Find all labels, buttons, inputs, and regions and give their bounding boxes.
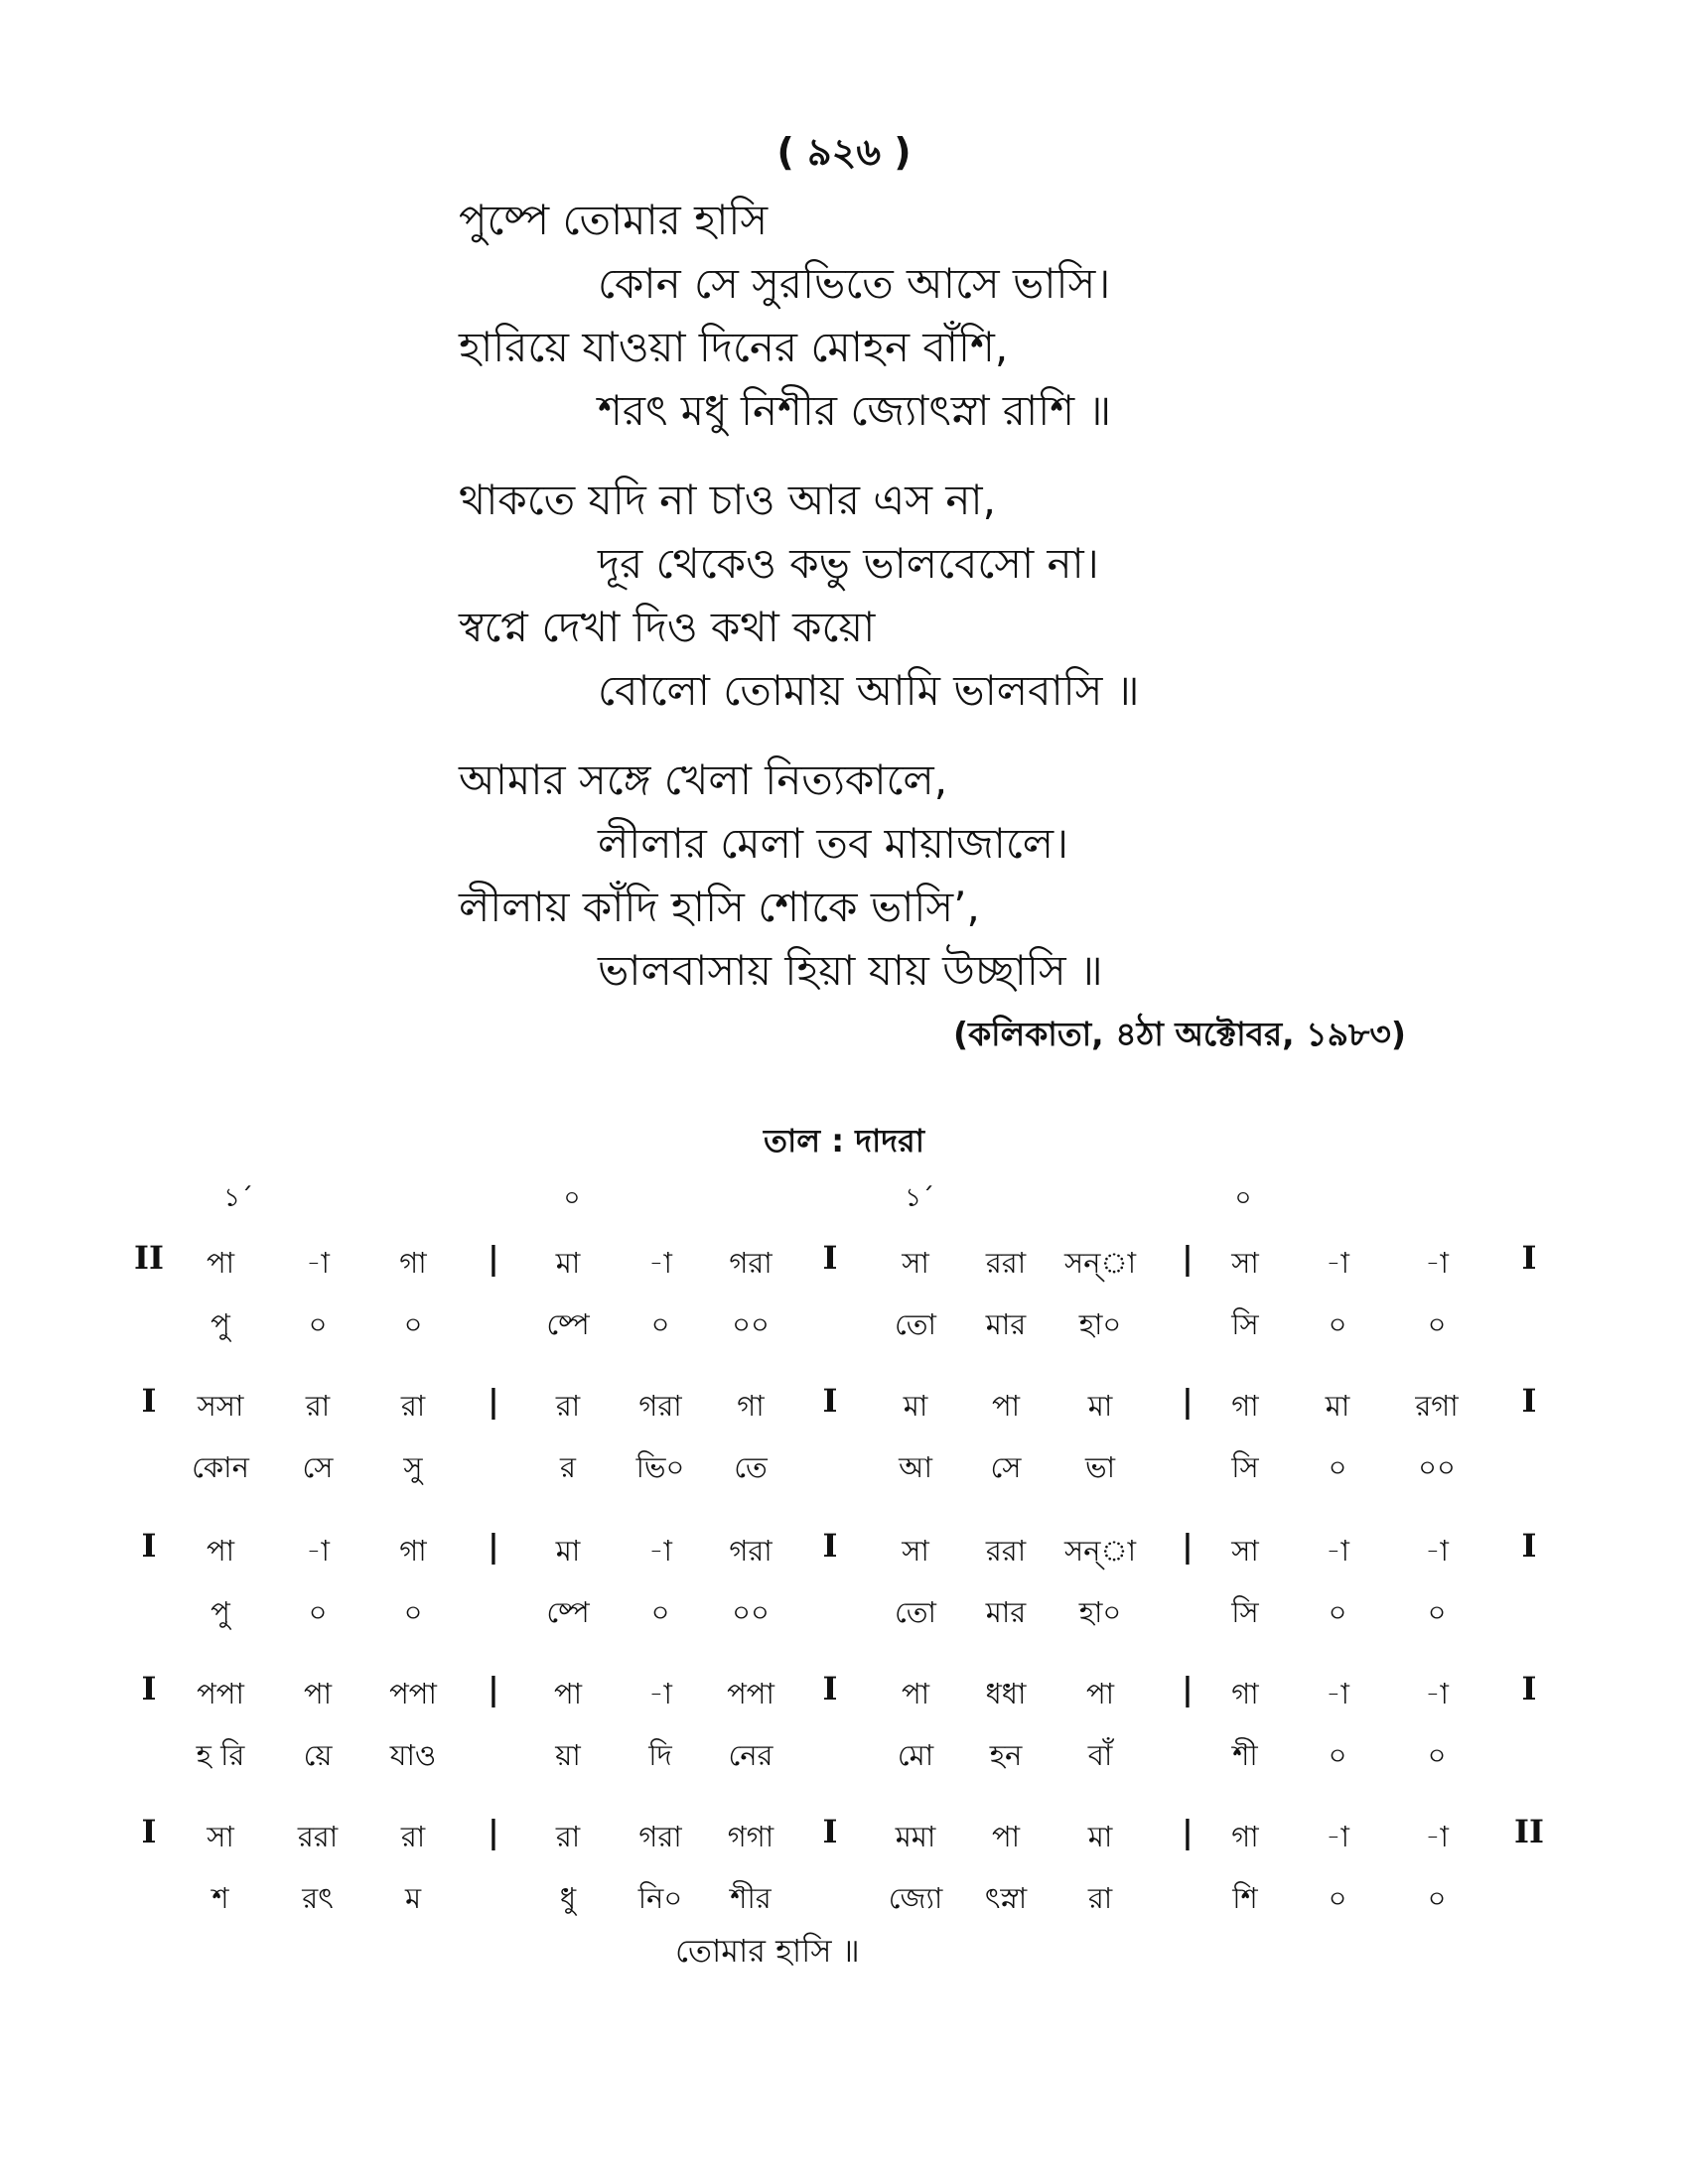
bar-line: I xyxy=(141,1382,157,1420)
bar-line: I xyxy=(141,1527,157,1565)
swara-note: গরা xyxy=(729,1246,773,1280)
lyric-syllable: ০ xyxy=(1427,1307,1447,1341)
lyric-syllable: ০০ xyxy=(732,1595,770,1629)
refrain-footer: তোমার হাসি ॥ xyxy=(675,1932,860,1970)
swara-note: রা xyxy=(400,1820,426,1853)
swara-note: রা xyxy=(305,1389,331,1423)
taal-heading: তাল : দাদরা xyxy=(764,1122,924,1160)
swara-note: -া xyxy=(1425,1820,1449,1853)
beat-mark: ১´ xyxy=(223,1183,253,1213)
swara-note: -া xyxy=(1326,1534,1349,1568)
poem-line: লীলার মেলা তব মায়াজালে। xyxy=(598,819,1069,868)
lyric-syllable: দি xyxy=(648,1738,672,1772)
bar-line: II xyxy=(1514,1813,1544,1850)
swara-note: গরা xyxy=(729,1534,773,1568)
poem-line: থাকতে যদি না চাও আর এস না, xyxy=(459,476,996,524)
swara-note: গগা xyxy=(727,1820,774,1853)
bar-line: | xyxy=(488,1239,499,1277)
poem-line: কোন সে সুরভিতে আসে ভাসি। xyxy=(598,259,1111,308)
swara-note: সা xyxy=(902,1534,929,1568)
swara-note: মমা xyxy=(895,1820,936,1853)
poem-line: হারিয়ে যাওয়া দিনের মোহন বাঁশি, xyxy=(459,323,1009,371)
lyric-syllable: শী xyxy=(1232,1738,1258,1772)
swara-note: -া xyxy=(1326,1246,1349,1280)
bar-line: I xyxy=(141,1670,157,1707)
lyric-syllable: ০ xyxy=(1427,1738,1447,1772)
bar-line: | xyxy=(488,1382,499,1420)
swara-note: গা xyxy=(1231,1820,1259,1853)
lyric-syllable: ষ্পে xyxy=(546,1307,590,1341)
stanza xyxy=(459,749,1551,1003)
swara-note: গরা xyxy=(638,1820,682,1853)
swara-note: -া xyxy=(1425,1677,1449,1710)
lyric-syllable: ০ xyxy=(1328,1450,1347,1484)
swara-note: গা xyxy=(1231,1677,1259,1710)
lyric-syllable: সে xyxy=(990,1450,1022,1484)
swara-note: পা xyxy=(553,1677,583,1710)
swara-note: সসা xyxy=(197,1389,244,1423)
lyric-syllable: ০০ xyxy=(732,1307,770,1341)
lyric-syllable: ০ xyxy=(403,1595,423,1629)
lyric-syllable: জ্যো xyxy=(888,1881,943,1915)
swara-note: রা xyxy=(400,1389,426,1423)
poem-line: শরৎ মধু নিশীর জ্যোৎস্না রাশি ॥ xyxy=(598,386,1112,435)
swara-note: -া xyxy=(1326,1677,1349,1710)
poem-line: আমার সঙ্গে খেলা নিত্যকালে, xyxy=(459,755,948,804)
dateline: (কলিকাতা, ৪ঠা অক্টোবর, ১৯৮৩) xyxy=(953,1015,1406,1053)
lyric-syllable: নি০ xyxy=(637,1881,683,1915)
swara-note: পা xyxy=(991,1820,1021,1853)
poem-line: বোলো তোমায় আমি ভালবাসি ॥ xyxy=(598,666,1140,715)
swara-note: রগা xyxy=(1415,1389,1459,1423)
poem-line: দূর থেকেও কভু ভালবেসো না। xyxy=(598,539,1099,588)
swara-note: রা xyxy=(555,1820,581,1853)
swara-note: ররা xyxy=(985,1534,1027,1568)
bar-line: I xyxy=(1521,1527,1537,1565)
lyric-syllable: সু xyxy=(403,1450,423,1484)
swara-note: সা xyxy=(1231,1246,1259,1280)
bar-line: I xyxy=(822,1239,838,1277)
stanza xyxy=(459,469,1551,723)
lyric-syllable: মো xyxy=(897,1738,934,1772)
swara-note: সন্া xyxy=(1063,1246,1137,1280)
lyric-syllable: শীর xyxy=(730,1881,772,1915)
lyric-syllable: রৎ xyxy=(302,1881,334,1915)
swara-note: সা xyxy=(902,1246,929,1280)
swara-note: গা xyxy=(399,1246,427,1280)
lyric-syllable: ভা xyxy=(1084,1450,1116,1484)
bar-line: I xyxy=(822,1813,838,1850)
swara-note: গা xyxy=(737,1389,765,1423)
swara-note: পা xyxy=(1085,1677,1115,1710)
lyric-syllable: য়া xyxy=(555,1738,581,1772)
swara-note: মা xyxy=(903,1389,928,1423)
poem-lyrics xyxy=(459,189,1551,1028)
lyric-syllable: হা০ xyxy=(1078,1595,1122,1629)
lyric-syllable: হ রি xyxy=(196,1738,245,1772)
swara-note: ররা xyxy=(297,1820,339,1853)
swara-note: সা xyxy=(207,1820,234,1853)
beat-mark: ০ xyxy=(1234,1183,1252,1213)
lyric-syllable: ম xyxy=(404,1881,422,1915)
lyric-syllable: সি xyxy=(1231,1307,1259,1341)
lyric-syllable: ধু xyxy=(559,1881,577,1915)
swara-note: সা xyxy=(1231,1534,1259,1568)
beat-mark: ০ xyxy=(563,1183,581,1213)
lyric-syllable: ০ xyxy=(1427,1595,1447,1629)
swara-note: মা xyxy=(555,1246,581,1280)
bar-line: | xyxy=(1182,1382,1194,1420)
swara-note: মা xyxy=(1325,1389,1350,1423)
swara-note: সন্া xyxy=(1063,1534,1137,1568)
lyric-syllable: ৎস্না xyxy=(984,1881,1028,1915)
swara-note: -া xyxy=(648,1246,672,1280)
lyric-syllable: সে xyxy=(302,1450,334,1484)
swara-note: -া xyxy=(1326,1820,1349,1853)
lyric-syllable: ভি০ xyxy=(635,1450,685,1484)
bar-line: | xyxy=(488,1527,499,1565)
swara-note: পপা xyxy=(197,1677,244,1710)
bar-line: | xyxy=(488,1813,499,1850)
lyric-syllable: পু xyxy=(211,1595,230,1629)
lyric-syllable: শি xyxy=(1232,1881,1258,1915)
swara-note: -া xyxy=(306,1246,330,1280)
swara-note: পা xyxy=(901,1677,930,1710)
bar-line: I xyxy=(1521,1670,1537,1707)
lyric-syllable: তে xyxy=(734,1450,768,1484)
lyric-syllable: ০ xyxy=(1328,1881,1347,1915)
lyric-syllable: মার xyxy=(985,1307,1027,1341)
lyric-syllable: ০ xyxy=(650,1307,670,1341)
lyric-syllable: রা xyxy=(1087,1881,1113,1915)
lyric-syllable: হা০ xyxy=(1078,1307,1122,1341)
bar-line: | xyxy=(1182,1527,1194,1565)
bar-line: I xyxy=(1521,1382,1537,1420)
swara-note: মা xyxy=(1087,1389,1113,1423)
lyric-syllable: ০০ xyxy=(1418,1450,1456,1484)
lyric-syllable: সি xyxy=(1231,1450,1259,1484)
bar-line: | xyxy=(1182,1813,1194,1850)
lyric-syllable: ষ্পে xyxy=(546,1595,590,1629)
swara-note: -া xyxy=(306,1534,330,1568)
lyric-syllable: য়ে xyxy=(303,1738,333,1772)
swara-note: পপা xyxy=(389,1677,437,1710)
lyric-syllable: ০ xyxy=(308,1595,328,1629)
lyric-syllable: নের xyxy=(728,1738,774,1772)
swara-note: পা xyxy=(206,1534,235,1568)
bar-line: I xyxy=(1521,1239,1537,1277)
swara-note: ধধা xyxy=(985,1677,1027,1710)
lyric-syllable: র xyxy=(560,1450,576,1484)
bar-line: I xyxy=(822,1670,838,1707)
swara-note: -া xyxy=(1425,1534,1449,1568)
lyric-syllable: ০ xyxy=(650,1595,670,1629)
lyric-syllable: মার xyxy=(985,1595,1027,1629)
poem-line: ভালবাসায় হিয়া যায় উচ্ছাসি ॥ xyxy=(598,946,1103,995)
lyric-syllable: ০ xyxy=(1328,1738,1347,1772)
bar-line: II xyxy=(134,1239,164,1277)
bar-line: | xyxy=(1182,1239,1194,1277)
lyric-syllable: কোন xyxy=(192,1450,249,1484)
lyric-syllable: আ xyxy=(899,1450,932,1484)
lyric-syllable: ০ xyxy=(1328,1595,1347,1629)
swara-note: গরা xyxy=(638,1389,682,1423)
lyric-syllable: সি xyxy=(1231,1595,1259,1629)
swara-note: -া xyxy=(648,1677,672,1710)
swara-note: মা xyxy=(555,1534,581,1568)
swara-note: পা xyxy=(991,1389,1021,1423)
poem-line: স্বপ্নে দেখা দিও কথা কয়ো xyxy=(459,603,876,651)
poem-line: পুষ্পে তোমার হাসি xyxy=(459,196,769,244)
poem-line: লীলায় কাঁদি হাসি শোকে ভাসি’, xyxy=(459,883,980,931)
lyric-syllable: তো xyxy=(895,1307,936,1341)
lyric-syllable: ০ xyxy=(308,1307,328,1341)
lyric-syllable: পু xyxy=(211,1307,230,1341)
swara-note: পা xyxy=(303,1677,333,1710)
page-number: ( ৯২৬ ) xyxy=(776,130,912,174)
lyric-syllable: যাও xyxy=(389,1738,437,1772)
lyric-syllable: ০ xyxy=(403,1307,423,1341)
swara-note: পপা xyxy=(727,1677,774,1710)
swara-note: রা xyxy=(555,1389,581,1423)
lyric-syllable: শ xyxy=(211,1881,229,1915)
lyric-syllable: তো xyxy=(895,1595,936,1629)
bar-line: | xyxy=(488,1670,499,1707)
lyric-syllable: হন xyxy=(989,1738,1023,1772)
swara-note: গা xyxy=(1231,1389,1259,1423)
swara-note: -া xyxy=(648,1534,672,1568)
swara-note: পা xyxy=(206,1246,235,1280)
lyric-syllable: ০ xyxy=(1427,1881,1447,1915)
swara-note: মা xyxy=(1087,1820,1113,1853)
bar-line: I xyxy=(822,1527,838,1565)
swara-note: গা xyxy=(399,1534,427,1568)
bar-line: I xyxy=(141,1813,157,1850)
stanza xyxy=(459,189,1551,443)
lyric-syllable: বাঁ xyxy=(1087,1738,1113,1772)
lyric-syllable: ০ xyxy=(1328,1307,1347,1341)
bar-line: | xyxy=(1182,1670,1194,1707)
swara-note: ররা xyxy=(985,1246,1027,1280)
bar-line: I xyxy=(822,1382,838,1420)
swara-note: -া xyxy=(1425,1246,1449,1280)
beat-mark: ১´ xyxy=(905,1183,934,1213)
